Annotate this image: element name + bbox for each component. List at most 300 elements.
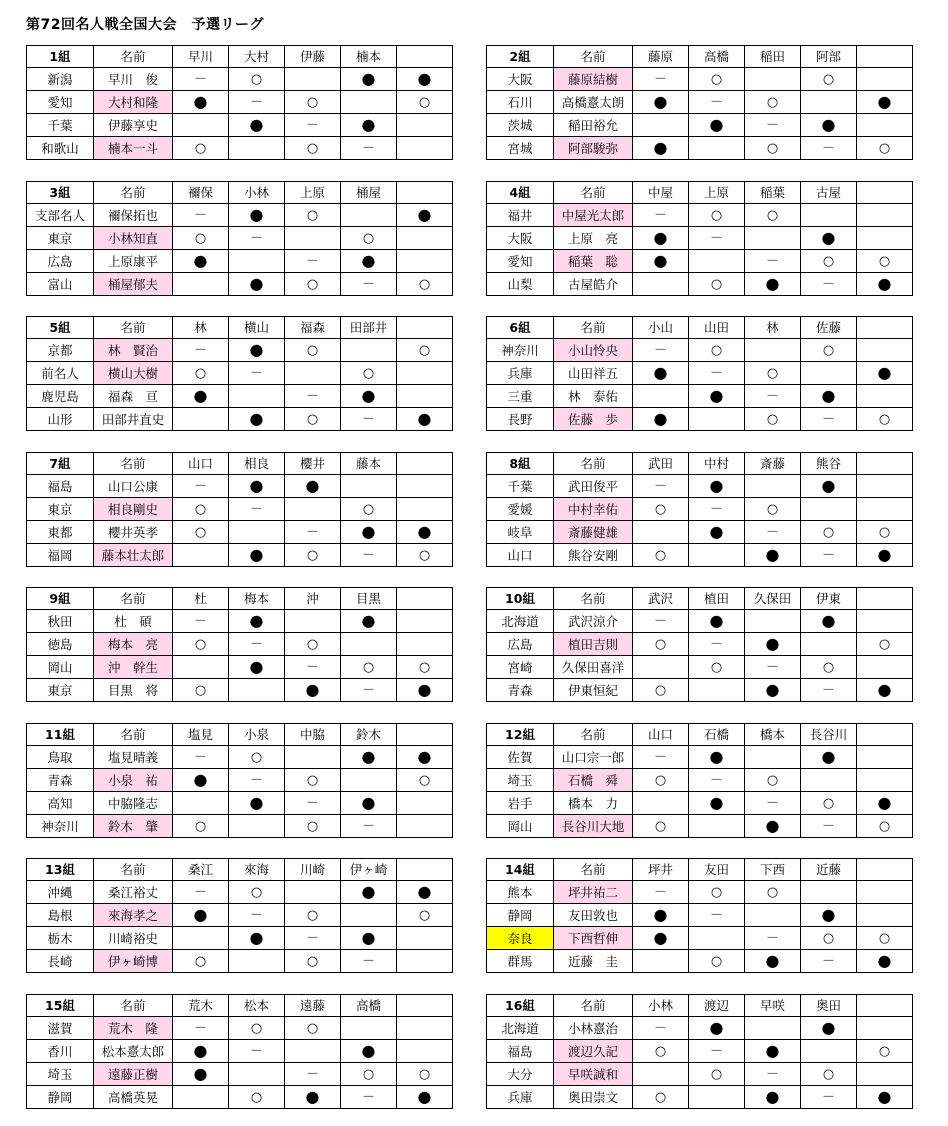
player-row — [487, 273, 913, 296]
prefecture-cell: 沖縄 — [27, 881, 94, 904]
opponent-column-header: 稲葉 — [745, 182, 801, 204]
result-cell — [745, 137, 801, 160]
opponent-column-header: 中脇 — [285, 724, 341, 746]
win-mark: ○ — [878, 637, 891, 652]
result-cell — [229, 815, 285, 838]
result-cell — [857, 679, 913, 702]
prefecture-cell: 富山 — [27, 273, 94, 296]
win-mark: ○ — [878, 412, 891, 427]
result-cell — [633, 1017, 689, 1040]
prefecture-cell: 岩手 — [487, 792, 554, 815]
group-label: 9組 — [27, 588, 94, 610]
result-cell — [341, 227, 397, 250]
result-cell — [173, 68, 229, 91]
win-mark: ○ — [822, 343, 835, 358]
loss-mark: ● — [361, 115, 376, 134]
opponent-column-header: 佐藤 — [801, 317, 857, 339]
player-name-cell: 稲葉 聡 — [554, 250, 633, 273]
win-mark: ○ — [418, 95, 431, 110]
loss-mark: ● — [249, 274, 264, 293]
result-cell — [801, 927, 857, 950]
result-cell — [745, 91, 801, 114]
player-row — [27, 250, 453, 273]
result-cell — [857, 273, 913, 296]
result-cell — [229, 950, 285, 973]
win-mark: ○ — [306, 819, 319, 834]
player-row — [27, 204, 453, 227]
opponent-column-header: 古屋 — [801, 182, 857, 204]
result-cell — [801, 746, 857, 769]
loss-mark: ● — [361, 747, 376, 766]
group-table — [26, 587, 453, 702]
result-cell — [285, 204, 341, 227]
result-cell — [745, 656, 801, 679]
player-name-cell: 塩見晴義 — [94, 746, 173, 769]
opponent-column-header: 桶屋 — [341, 182, 397, 204]
win-mark: ○ — [766, 773, 779, 788]
header-row — [27, 317, 453, 339]
group-label: 12組 — [487, 724, 554, 746]
header-row — [487, 453, 913, 475]
prefecture-cell: 東京 — [27, 227, 94, 250]
opponent-column-header: 楠本 — [341, 46, 397, 68]
win-mark: ○ — [878, 254, 891, 269]
player-row — [487, 204, 913, 227]
result-cell — [341, 746, 397, 769]
result-cell — [745, 769, 801, 792]
player-name-cell: 阿部駿弥 — [554, 137, 633, 160]
result-cell — [857, 610, 913, 633]
name-column-header: 名前 — [94, 182, 173, 204]
player-name-cell: 上原康平 — [94, 250, 173, 273]
player-row — [27, 273, 453, 296]
opponent-column-header: 小泉 — [229, 724, 285, 746]
result-cell — [689, 904, 745, 927]
result-cell — [341, 544, 397, 567]
self-mark: － — [193, 614, 207, 629]
result-cell — [397, 610, 453, 633]
opponent-column-header: 武沢 — [633, 588, 689, 610]
opponent-column-header: 川崎 — [285, 859, 341, 881]
result-cell — [857, 250, 913, 273]
win-mark: ○ — [766, 95, 779, 110]
player-row — [27, 408, 453, 431]
header-row — [27, 46, 453, 68]
loss-mark: ● — [361, 882, 376, 901]
win-mark: ○ — [306, 95, 319, 110]
loss-mark: ● — [305, 476, 320, 495]
result-cell — [689, 950, 745, 973]
self-mark: － — [709, 637, 723, 652]
opponent-column-header: 下西 — [745, 859, 801, 881]
loss-mark: ● — [877, 545, 892, 564]
self-mark: － — [709, 773, 723, 788]
result-cell — [229, 114, 285, 137]
player-row — [487, 815, 913, 838]
result-cell — [229, 927, 285, 950]
result-cell — [285, 815, 341, 838]
win-mark: ○ — [710, 885, 723, 900]
player-row — [487, 339, 913, 362]
group-label: 16組 — [487, 995, 554, 1017]
result-cell — [633, 227, 689, 250]
result-cell — [397, 904, 453, 927]
result-cell — [341, 91, 397, 114]
prefecture-cell: 和歌山 — [27, 137, 94, 160]
win-mark: ○ — [822, 254, 835, 269]
player-row — [487, 904, 913, 927]
result-cell — [229, 91, 285, 114]
self-mark: － — [821, 277, 835, 292]
win-mark: ○ — [362, 660, 375, 675]
prefecture-cell: 千葉 — [487, 475, 554, 498]
player-row — [487, 114, 913, 137]
loss-mark: ● — [361, 251, 376, 270]
result-cell — [341, 68, 397, 91]
result-cell — [229, 475, 285, 498]
loss-mark: ● — [417, 747, 432, 766]
header-row — [27, 859, 453, 881]
loss-mark: ● — [249, 793, 264, 812]
loss-mark: ● — [361, 386, 376, 405]
result-cell — [341, 362, 397, 385]
player-name-cell: 渡辺久記 — [554, 1040, 633, 1063]
loss-mark: ● — [417, 1087, 432, 1106]
result-cell — [633, 498, 689, 521]
self-mark: － — [765, 1067, 779, 1082]
result-cell — [689, 250, 745, 273]
player-row — [487, 792, 913, 815]
result-cell — [397, 633, 453, 656]
result-cell — [633, 679, 689, 702]
result-cell — [397, 927, 453, 950]
result-cell — [341, 815, 397, 838]
result-cell — [173, 679, 229, 702]
prefecture-cell: 広島 — [487, 633, 554, 656]
opponent-column-header: 長谷川 — [801, 724, 857, 746]
result-cell — [173, 91, 229, 114]
prefecture-cell: 茨城 — [487, 114, 554, 137]
player-row — [27, 1086, 453, 1109]
prefecture-cell: 兵庫 — [487, 1086, 554, 1109]
player-row — [487, 521, 913, 544]
self-mark: － — [653, 750, 667, 765]
result-cell — [285, 475, 341, 498]
result-cell — [229, 273, 285, 296]
group-label: 3組 — [27, 182, 94, 204]
prefecture-cell: 宮城 — [487, 137, 554, 160]
result-cell — [689, 769, 745, 792]
result-cell — [397, 656, 453, 679]
result-cell — [633, 610, 689, 633]
player-row — [487, 746, 913, 769]
opponent-column-header: 山田 — [689, 317, 745, 339]
player-row — [27, 68, 453, 91]
loss-mark: ● — [653, 409, 668, 428]
result-cell — [341, 408, 397, 431]
result-cell — [229, 1017, 285, 1040]
group-table — [486, 316, 913, 431]
player-row — [27, 498, 453, 521]
result-cell — [285, 68, 341, 91]
player-name-cell: 橋本 力 — [554, 792, 633, 815]
loss-mark: ● — [653, 363, 668, 382]
self-mark: － — [249, 637, 263, 652]
result-cell — [633, 339, 689, 362]
result-cell — [689, 927, 745, 950]
result-cell — [285, 656, 341, 679]
opponent-column-header: 伊ヶ崎 — [341, 859, 397, 881]
self-mark: － — [765, 118, 779, 133]
extra-column-header — [857, 995, 913, 1017]
result-cell — [857, 1086, 913, 1109]
win-mark: ○ — [654, 502, 667, 517]
result-cell — [285, 273, 341, 296]
result-cell — [341, 950, 397, 973]
group-table — [26, 316, 453, 431]
prefecture-cell: 神奈川 — [27, 815, 94, 838]
prefecture-cell: 新潟 — [27, 68, 94, 91]
win-mark: ○ — [654, 1044, 667, 1059]
loss-mark: ● — [193, 386, 208, 405]
opponent-column-header: 武田 — [633, 453, 689, 475]
result-cell — [801, 475, 857, 498]
result-cell — [341, 521, 397, 544]
player-row — [27, 91, 453, 114]
win-mark: ○ — [194, 366, 207, 381]
result-cell — [341, 339, 397, 362]
result-cell — [745, 339, 801, 362]
prefecture-cell: 福岡 — [27, 544, 94, 567]
loss-mark: ● — [821, 1018, 836, 1037]
prefecture-cell: 広島 — [27, 250, 94, 273]
loss-mark: ● — [653, 92, 668, 111]
result-cell — [633, 950, 689, 973]
result-cell — [801, 68, 857, 91]
result-cell — [397, 339, 453, 362]
result-cell — [173, 927, 229, 950]
loss-mark: ● — [821, 476, 836, 495]
group-table — [486, 994, 913, 1109]
opponent-column-header: 梅本 — [229, 588, 285, 610]
result-cell — [745, 881, 801, 904]
result-cell — [633, 544, 689, 567]
extra-column-header — [397, 182, 453, 204]
name-column-header: 名前 — [94, 317, 173, 339]
group-table — [486, 45, 913, 160]
result-cell — [397, 769, 453, 792]
win-mark: ○ — [418, 277, 431, 292]
extra-column-header — [397, 317, 453, 339]
extra-column-header — [857, 588, 913, 610]
prefecture-cell: 高知 — [27, 792, 94, 815]
result-cell — [397, 792, 453, 815]
win-mark: ○ — [194, 637, 207, 652]
group-table — [26, 181, 453, 296]
result-cell — [341, 927, 397, 950]
opponent-column-header: 早川 — [173, 46, 229, 68]
result-cell — [285, 950, 341, 973]
result-cell — [801, 498, 857, 521]
header-row — [487, 995, 913, 1017]
result-cell — [173, 792, 229, 815]
player-name-cell: 石橋 舜 — [554, 769, 633, 792]
result-cell — [173, 1063, 229, 1086]
result-cell — [801, 1063, 857, 1086]
prefecture-cell: 前名人 — [27, 362, 94, 385]
prefecture-cell: 佐賀 — [487, 746, 554, 769]
result-cell — [229, 633, 285, 656]
player-row — [27, 904, 453, 927]
result-cell — [745, 904, 801, 927]
loss-mark: ● — [765, 1087, 780, 1106]
loss-mark: ● — [417, 522, 432, 541]
prefecture-cell: 青森 — [27, 769, 94, 792]
loss-mark: ● — [765, 816, 780, 835]
result-cell — [801, 881, 857, 904]
opponent-column-header: 奥田 — [801, 995, 857, 1017]
result-cell — [745, 273, 801, 296]
result-cell — [173, 950, 229, 973]
self-mark: － — [305, 389, 319, 404]
result-cell — [689, 815, 745, 838]
player-row — [27, 385, 453, 408]
result-cell — [173, 498, 229, 521]
opponent-column-header: 石橋 — [689, 724, 745, 746]
result-cell — [745, 475, 801, 498]
win-mark: ○ — [654, 1090, 667, 1105]
player-name-cell: 川崎裕史 — [94, 927, 173, 950]
opponent-column-header: 大村 — [229, 46, 285, 68]
loss-mark: ● — [709, 476, 724, 495]
group-table — [26, 45, 453, 160]
player-name-cell: 林 泰佑 — [554, 385, 633, 408]
win-mark: ○ — [194, 502, 207, 517]
loss-mark: ● — [249, 545, 264, 564]
self-mark: － — [709, 908, 723, 923]
header-row — [487, 182, 913, 204]
win-mark: ○ — [250, 750, 263, 765]
result-cell — [745, 950, 801, 973]
loss-mark: ● — [305, 680, 320, 699]
prefecture-cell: 千葉 — [27, 114, 94, 137]
loss-mark: ● — [417, 680, 432, 699]
self-mark: － — [249, 1044, 263, 1059]
win-mark: ○ — [306, 908, 319, 923]
result-cell — [229, 362, 285, 385]
loss-mark: ● — [709, 386, 724, 405]
player-name-cell: 桶屋郁夫 — [94, 273, 173, 296]
loss-mark: ● — [709, 115, 724, 134]
result-cell — [857, 475, 913, 498]
name-column-header: 名前 — [554, 182, 633, 204]
result-cell — [801, 769, 857, 792]
result-cell — [285, 521, 341, 544]
win-mark: ○ — [822, 796, 835, 811]
opponent-column-header: 田部井 — [341, 317, 397, 339]
result-cell — [689, 362, 745, 385]
prefecture-cell: 愛媛 — [487, 498, 554, 521]
loss-mark: ● — [821, 747, 836, 766]
self-mark: － — [361, 954, 375, 969]
group-table — [26, 858, 453, 973]
player-name-cell: 福森 亘 — [94, 385, 173, 408]
win-mark: ○ — [306, 954, 319, 969]
player-name-cell: 杜 碩 — [94, 610, 173, 633]
result-cell — [857, 114, 913, 137]
win-mark: ○ — [710, 954, 723, 969]
result-cell — [689, 1040, 745, 1063]
player-name-cell: 櫻井英孝 — [94, 521, 173, 544]
result-cell — [745, 1086, 801, 1109]
result-cell — [397, 91, 453, 114]
result-cell — [745, 362, 801, 385]
result-cell — [689, 633, 745, 656]
result-cell — [633, 521, 689, 544]
player-row — [487, 1086, 913, 1109]
self-mark: － — [653, 614, 667, 629]
loss-mark: ● — [249, 928, 264, 947]
player-row — [27, 475, 453, 498]
self-mark: － — [653, 479, 667, 494]
result-cell — [229, 137, 285, 160]
group-label: 6組 — [487, 317, 554, 339]
result-cell — [341, 273, 397, 296]
result-cell — [689, 544, 745, 567]
player-row — [487, 656, 913, 679]
player-row — [487, 1040, 913, 1063]
result-cell — [173, 544, 229, 567]
win-mark: ○ — [194, 819, 207, 834]
result-cell — [689, 746, 745, 769]
header-row — [27, 588, 453, 610]
result-cell — [745, 498, 801, 521]
result-cell — [341, 114, 397, 137]
result-cell — [341, 1063, 397, 1086]
opponent-column-header: 相良 — [229, 453, 285, 475]
player-name-cell: 田部井直史 — [94, 408, 173, 431]
result-cell — [633, 475, 689, 498]
result-cell — [285, 227, 341, 250]
win-mark: ○ — [418, 773, 431, 788]
prefecture-cell: 静岡 — [487, 904, 554, 927]
loss-mark: ● — [249, 611, 264, 630]
result-cell — [801, 610, 857, 633]
header-row — [487, 46, 913, 68]
player-row — [27, 679, 453, 702]
opponent-column-header: 高橋 — [341, 995, 397, 1017]
result-cell — [689, 792, 745, 815]
result-cell — [857, 656, 913, 679]
prefecture-cell: 群馬 — [487, 950, 554, 973]
result-cell — [857, 815, 913, 838]
win-mark: ○ — [822, 72, 835, 87]
result-cell — [689, 881, 745, 904]
result-cell — [745, 385, 801, 408]
prefecture-cell: 石川 — [487, 91, 554, 114]
self-mark: － — [249, 908, 263, 923]
player-row — [27, 1063, 453, 1086]
self-mark: － — [765, 660, 779, 675]
result-cell — [689, 204, 745, 227]
player-row — [487, 498, 913, 521]
player-row — [27, 610, 453, 633]
win-mark: ○ — [710, 660, 723, 675]
result-cell — [857, 362, 913, 385]
win-mark: ○ — [878, 525, 891, 540]
result-cell — [745, 408, 801, 431]
result-cell — [397, 475, 453, 498]
